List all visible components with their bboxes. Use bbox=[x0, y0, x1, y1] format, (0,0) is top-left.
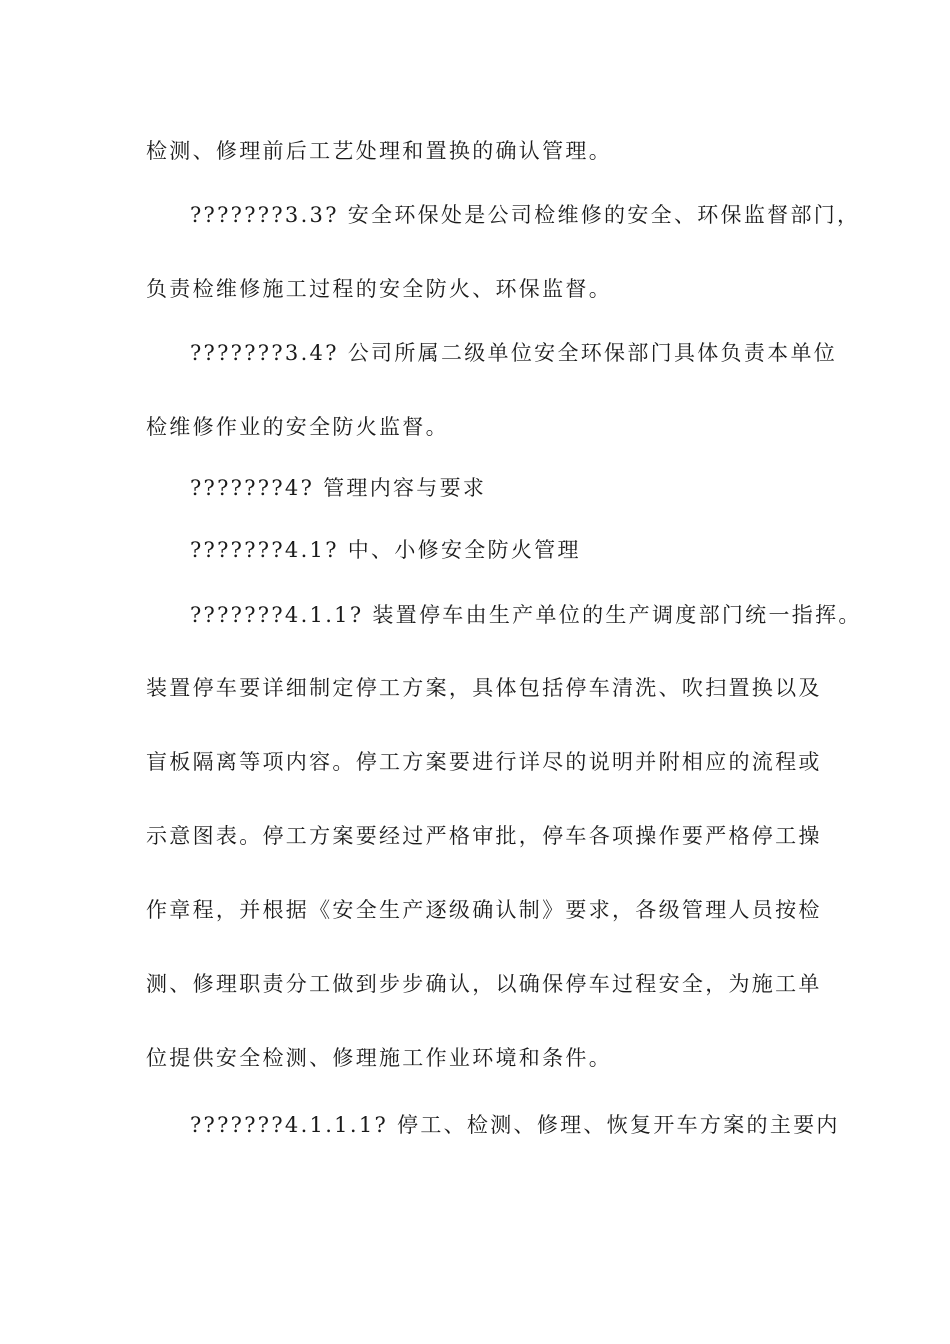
text-line: ???????3.4? 公司所属二级单位安全环保部门具体负责本单位 bbox=[190, 341, 838, 365]
text-line: 示意图表。停工方案要经过严格审批，停车各项操作要严格停工操 bbox=[146, 824, 822, 848]
text-line: 负责检维修施工过程的安全防火、环保监督。 bbox=[146, 277, 612, 301]
text-line: 检测、修理前后工艺处理和置换的确认管理。 bbox=[146, 139, 612, 163]
text-line: ???????3.3? 安全环保处是公司检维修的安全、环保监督部门， bbox=[190, 203, 861, 227]
text-line: 测、修理职责分工做到步步确认，以确保停车过程安全，为施工单 bbox=[146, 972, 822, 996]
text-line: 作章程，并根据《安全生产逐级确认制》要求，各级管理人员按检 bbox=[146, 898, 822, 922]
text-line: 装置停车要详细制定停工方案，具体包括停车清洗、吹扫置换以及 bbox=[146, 676, 822, 700]
text-line: ???????4.1.1.1? 停工、检测、修理、恢复开车方案的主要内 bbox=[190, 1113, 840, 1137]
section-heading: ???????4? 管理内容与要求 bbox=[190, 476, 487, 500]
text-line: 盲板隔离等项内容。停工方案要进行详尽的说明并附相应的流程或 bbox=[146, 750, 822, 774]
subsection-heading: ???????4.1? 中、小修安全防火管理 bbox=[190, 538, 581, 562]
text-line: 检维修作业的安全防火监督。 bbox=[146, 415, 449, 439]
text-line: 位提供安全检测、修理施工作业环境和条件。 bbox=[146, 1046, 612, 1070]
text-line: ???????4.1.1? 装置停车由生产单位的生产调度部门统一指挥。 bbox=[190, 603, 862, 627]
